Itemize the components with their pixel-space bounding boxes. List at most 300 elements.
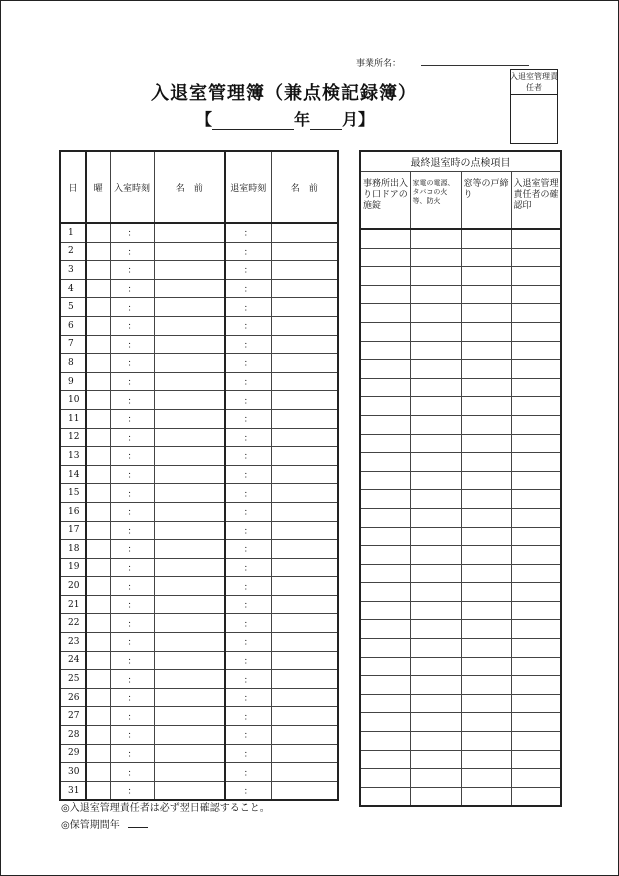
- window-lock-cell[interactable]: [461, 490, 511, 509]
- door-lock-cell[interactable]: [360, 285, 410, 304]
- weekday-cell[interactable]: [86, 261, 110, 280]
- entry-name-cell[interactable]: [154, 354, 225, 373]
- exit-name-cell[interactable]: [271, 521, 338, 540]
- entry-name-cell[interactable]: [154, 372, 225, 391]
- weekday-cell[interactable]: [86, 335, 110, 354]
- door-lock-cell[interactable]: [360, 546, 410, 565]
- window-lock-cell[interactable]: [461, 546, 511, 565]
- exit-time-cell[interactable]: ：: [225, 781, 271, 800]
- exit-name-cell[interactable]: [271, 223, 338, 242]
- exit-name-cell[interactable]: [271, 670, 338, 689]
- fire-check-cell[interactable]: [410, 564, 461, 583]
- entry-name-cell[interactable]: [154, 763, 225, 782]
- entry-time-cell[interactable]: ：: [110, 447, 154, 466]
- manager-seal-cell[interactable]: [511, 267, 561, 286]
- manager-seal-cell[interactable]: [511, 248, 561, 267]
- fire-check-cell[interactable]: [410, 732, 461, 751]
- checklist-row: [360, 583, 561, 602]
- weekday-cell[interactable]: [86, 595, 110, 614]
- manager-seal-cell[interactable]: [511, 397, 561, 416]
- door-lock-cell[interactable]: [360, 267, 410, 286]
- entry-time-cell[interactable]: ：: [110, 242, 154, 261]
- manager-seal-cell[interactable]: [511, 732, 561, 751]
- window-lock-cell[interactable]: [461, 508, 511, 527]
- door-lock-cell[interactable]: [360, 378, 410, 397]
- entry-name-cell[interactable]: [154, 521, 225, 540]
- exit-time-cell[interactable]: ：: [225, 707, 271, 726]
- fire-check-cell[interactable]: [410, 229, 461, 248]
- door-lock-cell[interactable]: [360, 229, 410, 248]
- door-lock-cell[interactable]: [360, 564, 410, 583]
- window-lock-cell[interactable]: [461, 471, 511, 490]
- exit-time-cell[interactable]: ：: [225, 261, 271, 280]
- exit-time-cell[interactable]: ：: [225, 577, 271, 596]
- fire-check-cell[interactable]: [410, 490, 461, 509]
- door-lock-cell[interactable]: [360, 527, 410, 546]
- window-lock-cell[interactable]: [461, 564, 511, 583]
- manager-seal-cell[interactable]: [511, 639, 561, 658]
- window-lock-cell[interactable]: [461, 378, 511, 397]
- exit-time-cell[interactable]: ：: [225, 484, 271, 503]
- day-number: 6: [60, 316, 86, 335]
- exit-name-cell[interactable]: [271, 577, 338, 596]
- manager-seal-cell[interactable]: [511, 508, 561, 527]
- exit-time-cell[interactable]: ：: [225, 558, 271, 577]
- manager-seal-cell[interactable]: [511, 564, 561, 583]
- exit-name-cell[interactable]: [271, 465, 338, 484]
- exit-name-cell[interactable]: [271, 781, 338, 800]
- fire-check-cell[interactable]: [410, 750, 461, 769]
- fire-check-cell[interactable]: [410, 360, 461, 379]
- exit-time-cell[interactable]: ：: [225, 614, 271, 633]
- weekday-cell[interactable]: [86, 744, 110, 763]
- entry-name-cell[interactable]: [154, 242, 225, 261]
- door-lock-cell[interactable]: [360, 639, 410, 658]
- manager-seal-cell[interactable]: [511, 657, 561, 676]
- manager-seal-cell[interactable]: [511, 694, 561, 713]
- exit-name-cell[interactable]: [271, 651, 338, 670]
- weekday-cell[interactable]: [86, 651, 110, 670]
- entry-time-cell[interactable]: ：: [110, 391, 154, 410]
- weekday-cell[interactable]: [86, 540, 110, 559]
- entry-name-cell[interactable]: [154, 502, 225, 521]
- exit-time-cell[interactable]: ：: [225, 595, 271, 614]
- exit-time-cell[interactable]: ：: [225, 688, 271, 707]
- weekday-cell[interactable]: [86, 428, 110, 447]
- weekday-cell[interactable]: [86, 465, 110, 484]
- weekday-cell[interactable]: [86, 409, 110, 428]
- entry-time-cell[interactable]: ：: [110, 726, 154, 745]
- fire-check-cell[interactable]: [410, 546, 461, 565]
- weekday-cell[interactable]: [86, 726, 110, 745]
- day-number: 16: [60, 502, 86, 521]
- window-lock-cell[interactable]: [461, 657, 511, 676]
- exit-name-cell[interactable]: [271, 484, 338, 503]
- exit-time-cell[interactable]: ：: [225, 502, 271, 521]
- exit-name-cell[interactable]: [271, 688, 338, 707]
- window-lock-cell[interactable]: [461, 285, 511, 304]
- window-lock-cell[interactable]: [461, 620, 511, 639]
- door-lock-cell[interactable]: [360, 453, 410, 472]
- entry-time-cell[interactable]: ：: [110, 744, 154, 763]
- entry-time-cell[interactable]: ：: [110, 372, 154, 391]
- entry-time-cell[interactable]: ：: [110, 707, 154, 726]
- fire-check-cell[interactable]: [410, 787, 461, 806]
- fire-check-cell[interactable]: [410, 583, 461, 602]
- manager-seal-cell[interactable]: [511, 322, 561, 341]
- exit-name-cell[interactable]: [271, 316, 338, 335]
- entry-name-cell[interactable]: [154, 707, 225, 726]
- window-lock-cell[interactable]: [461, 453, 511, 472]
- weekday-cell[interactable]: [86, 447, 110, 466]
- entry-name-cell[interactable]: [154, 688, 225, 707]
- exit-time-cell[interactable]: ：: [225, 447, 271, 466]
- fire-check-cell[interactable]: [410, 453, 461, 472]
- entry-name-cell[interactable]: [154, 316, 225, 335]
- exit-time-cell[interactable]: ：: [225, 372, 271, 391]
- exit-name-cell[interactable]: [271, 298, 338, 317]
- exit-name-cell[interactable]: [271, 763, 338, 782]
- manager-seal-cell[interactable]: [511, 601, 561, 620]
- entry-name-cell[interactable]: [154, 391, 225, 410]
- exit-time-cell[interactable]: ：: [225, 391, 271, 410]
- entry-name-cell[interactable]: [154, 223, 225, 242]
- fire-check-cell[interactable]: [410, 415, 461, 434]
- year-field[interactable]: [260, 115, 294, 130]
- entry-name-cell[interactable]: [154, 335, 225, 354]
- entry-time-cell[interactable]: ：: [110, 465, 154, 484]
- door-lock-cell[interactable]: [360, 769, 410, 788]
- door-lock-cell[interactable]: [360, 583, 410, 602]
- door-lock-cell[interactable]: [360, 620, 410, 639]
- fire-check-cell[interactable]: [410, 322, 461, 341]
- manager-seal-cell[interactable]: [511, 769, 561, 788]
- door-lock-cell[interactable]: [360, 713, 410, 732]
- entry-name-cell[interactable]: [154, 465, 225, 484]
- fire-check-cell[interactable]: [410, 527, 461, 546]
- weekday-cell[interactable]: [86, 223, 110, 242]
- entry-time-cell[interactable]: ：: [110, 316, 154, 335]
- entry-time-cell[interactable]: ：: [110, 484, 154, 503]
- entry-time-cell[interactable]: ：: [110, 354, 154, 373]
- fire-check-cell[interactable]: [410, 769, 461, 788]
- entry-time-cell[interactable]: ：: [110, 540, 154, 559]
- fire-check-cell[interactable]: [410, 304, 461, 323]
- door-lock-cell[interactable]: [360, 787, 410, 806]
- door-lock-cell[interactable]: [360, 341, 410, 360]
- exit-name-cell[interactable]: [271, 614, 338, 633]
- manager-seal-cell[interactable]: [511, 713, 561, 732]
- manager-seal-cell[interactable]: [511, 546, 561, 565]
- entry-name-cell[interactable]: [154, 651, 225, 670]
- manager-seal-cell[interactable]: [511, 527, 561, 546]
- exit-time-cell[interactable]: ：: [225, 633, 271, 652]
- window-lock-cell[interactable]: [461, 787, 511, 806]
- entry-time-cell[interactable]: ：: [110, 558, 154, 577]
- weekday-cell[interactable]: [86, 688, 110, 707]
- exit-name-cell[interactable]: [271, 744, 338, 763]
- window-lock-cell[interactable]: [461, 229, 511, 248]
- weekday-cell[interactable]: [86, 670, 110, 689]
- exit-name-cell[interactable]: [271, 261, 338, 280]
- exit-time-cell[interactable]: ：: [225, 521, 271, 540]
- entry-name-cell[interactable]: [154, 726, 225, 745]
- door-lock-cell[interactable]: [360, 415, 410, 434]
- fire-check-cell[interactable]: [410, 694, 461, 713]
- window-lock-cell[interactable]: [461, 732, 511, 751]
- weekday-cell[interactable]: [86, 354, 110, 373]
- door-lock-cell[interactable]: [360, 490, 410, 509]
- entry-time-cell[interactable]: ：: [110, 428, 154, 447]
- fire-check-cell[interactable]: [410, 657, 461, 676]
- manager-seal-cell[interactable]: [511, 750, 561, 769]
- weekday-cell[interactable]: [86, 763, 110, 782]
- door-lock-cell[interactable]: [360, 508, 410, 527]
- window-lock-cell[interactable]: [461, 750, 511, 769]
- window-lock-cell[interactable]: [461, 601, 511, 620]
- window-lock-cell[interactable]: [461, 304, 511, 323]
- day-number: 9: [60, 372, 86, 391]
- fire-check-cell[interactable]: [410, 397, 461, 416]
- entry-time-cell[interactable]: ：: [110, 633, 154, 652]
- exit-time-cell[interactable]: ：: [225, 726, 271, 745]
- window-lock-cell[interactable]: [461, 397, 511, 416]
- exit-name-cell[interactable]: [271, 409, 338, 428]
- door-lock-cell[interactable]: [360, 248, 410, 267]
- entry-time-cell[interactable]: ：: [110, 335, 154, 354]
- exit-time-cell[interactable]: ：: [225, 744, 271, 763]
- door-lock-cell[interactable]: [360, 434, 410, 453]
- fire-check-cell[interactable]: [410, 267, 461, 286]
- exit-name-cell[interactable]: [271, 595, 338, 614]
- fire-check-cell[interactable]: [410, 378, 461, 397]
- entry-time-cell[interactable]: ：: [110, 781, 154, 800]
- exit-time-cell[interactable]: ：: [225, 540, 271, 559]
- checklist-row: [360, 341, 561, 360]
- entry-time-cell[interactable]: ：: [110, 298, 154, 317]
- day-number: 28: [60, 726, 86, 745]
- entry-name-cell[interactable]: [154, 484, 225, 503]
- table-row: [60, 577, 338, 596]
- door-lock-cell[interactable]: [360, 322, 410, 341]
- exit-time-cell[interactable]: ：: [225, 298, 271, 317]
- window-lock-cell[interactable]: [461, 694, 511, 713]
- manager-seal-cell[interactable]: [511, 676, 561, 695]
- manager-seal-cell[interactable]: [511, 285, 561, 304]
- weekday-cell[interactable]: [86, 558, 110, 577]
- fire-check-cell[interactable]: [410, 508, 461, 527]
- entry-name-cell[interactable]: [154, 614, 225, 633]
- fire-check-cell[interactable]: [410, 248, 461, 267]
- exit-name-cell[interactable]: [271, 354, 338, 373]
- manager-seal-cell[interactable]: [511, 360, 561, 379]
- fire-check-cell[interactable]: [410, 713, 461, 732]
- entry-name-cell[interactable]: [154, 670, 225, 689]
- exit-name-cell[interactable]: [271, 279, 338, 298]
- door-lock-cell[interactable]: [360, 732, 410, 751]
- fire-check-cell[interactable]: [410, 601, 461, 620]
- window-lock-cell[interactable]: [461, 248, 511, 267]
- fire-check-cell[interactable]: [410, 676, 461, 695]
- checklist-row: [360, 508, 561, 527]
- manager-seal-cell[interactable]: [511, 434, 561, 453]
- manager-seal-cell[interactable]: [511, 620, 561, 639]
- weekday-cell[interactable]: [86, 484, 110, 503]
- window-lock-cell[interactable]: [461, 527, 511, 546]
- weekday-cell[interactable]: [86, 298, 110, 317]
- entry-name-cell[interactable]: [154, 540, 225, 559]
- door-lock-cell[interactable]: [360, 676, 410, 695]
- weekday-cell[interactable]: [86, 614, 110, 633]
- manager-seal-cell[interactable]: [511, 341, 561, 360]
- exit-time-cell[interactable]: ：: [225, 316, 271, 335]
- window-lock-cell[interactable]: [461, 322, 511, 341]
- door-lock-cell[interactable]: [360, 750, 410, 769]
- window-lock-cell[interactable]: [461, 434, 511, 453]
- entry-name-cell[interactable]: [154, 781, 225, 800]
- door-lock-cell[interactable]: [360, 657, 410, 676]
- exit-time-cell[interactable]: ：: [225, 428, 271, 447]
- entry-time-cell[interactable]: ：: [110, 651, 154, 670]
- entry-name-cell[interactable]: [154, 428, 225, 447]
- exit-name-cell[interactable]: [271, 502, 338, 521]
- fire-check-cell[interactable]: [410, 341, 461, 360]
- exit-time-cell[interactable]: ：: [225, 465, 271, 484]
- weekday-cell[interactable]: [86, 316, 110, 335]
- entry-time-cell[interactable]: ：: [110, 409, 154, 428]
- entry-name-cell[interactable]: [154, 558, 225, 577]
- exit-time-cell[interactable]: ：: [225, 223, 271, 242]
- window-lock-cell[interactable]: [461, 341, 511, 360]
- retention-years-field[interactable]: [128, 817, 148, 828]
- manager-seal-cell[interactable]: [511, 378, 561, 397]
- exit-time-cell[interactable]: ：: [225, 354, 271, 373]
- day-number: 12: [60, 428, 86, 447]
- door-lock-cell[interactable]: [360, 360, 410, 379]
- exit-time-cell[interactable]: ：: [225, 242, 271, 261]
- window-lock-cell[interactable]: [461, 583, 511, 602]
- exit-time-cell[interactable]: ：: [225, 670, 271, 689]
- entry-time-cell[interactable]: ：: [110, 670, 154, 689]
- entry-name-cell[interactable]: [154, 744, 225, 763]
- manager-seal-cell[interactable]: [511, 229, 561, 248]
- exit-name-cell[interactable]: [271, 558, 338, 577]
- entry-time-cell[interactable]: ：: [110, 223, 154, 242]
- exit-name-cell[interactable]: [271, 540, 338, 559]
- weekday-cell[interactable]: [86, 781, 110, 800]
- weekday-cell[interactable]: [86, 242, 110, 261]
- weekday-cell[interactable]: [86, 707, 110, 726]
- exit-name-cell[interactable]: [271, 707, 338, 726]
- weekday-cell[interactable]: [86, 521, 110, 540]
- exit-name-cell[interactable]: [271, 428, 338, 447]
- fire-check-cell[interactable]: [410, 285, 461, 304]
- window-lock-cell[interactable]: [461, 267, 511, 286]
- exit-name-cell[interactable]: [271, 447, 338, 466]
- office-name-label: 事業所名：: [356, 59, 402, 69]
- exit-time-cell[interactable]: ：: [225, 279, 271, 298]
- table-row: [60, 670, 338, 689]
- manager-seal-cell[interactable]: [511, 453, 561, 472]
- entry-name-cell[interactable]: [154, 279, 225, 298]
- window-lock-cell[interactable]: [461, 415, 511, 434]
- fire-check-cell[interactable]: [410, 620, 461, 639]
- door-lock-cell[interactable]: [360, 304, 410, 323]
- entry-name-cell[interactable]: [154, 633, 225, 652]
- checklist-row: [360, 676, 561, 695]
- door-lock-cell[interactable]: [360, 694, 410, 713]
- entry-time-cell[interactable]: ：: [110, 521, 154, 540]
- weekday-cell[interactable]: [86, 633, 110, 652]
- window-lock-cell[interactable]: [461, 769, 511, 788]
- window-lock-cell[interactable]: [461, 713, 511, 732]
- entry-name-cell[interactable]: [154, 298, 225, 317]
- exit-name-cell[interactable]: [271, 391, 338, 410]
- door-lock-cell[interactable]: [360, 471, 410, 490]
- entry-time-cell[interactable]: ：: [110, 577, 154, 596]
- window-lock-cell[interactable]: [461, 639, 511, 658]
- exit-name-cell[interactable]: [271, 726, 338, 745]
- table-row: [60, 614, 338, 633]
- day-number: 15: [60, 484, 86, 503]
- office-name-field[interactable]: [421, 65, 529, 66]
- window-lock-cell[interactable]: [461, 676, 511, 695]
- window-lock-cell[interactable]: [461, 360, 511, 379]
- weekday-cell[interactable]: [86, 279, 110, 298]
- door-lock-cell[interactable]: [360, 601, 410, 620]
- entry-time-cell[interactable]: ：: [110, 261, 154, 280]
- entry-time-cell[interactable]: ：: [110, 614, 154, 633]
- door-lock-cell[interactable]: [360, 397, 410, 416]
- exit-name-cell[interactable]: [271, 335, 338, 354]
- entry-time-cell[interactable]: ：: [110, 279, 154, 298]
- exit-name-cell[interactable]: [271, 372, 338, 391]
- entry-time-cell[interactable]: ：: [110, 502, 154, 521]
- exit-name-cell[interactable]: [271, 242, 338, 261]
- weekday-cell[interactable]: [86, 577, 110, 596]
- entry-name-cell[interactable]: [154, 261, 225, 280]
- manager-seal-cell[interactable]: [511, 490, 561, 509]
- entry-time-cell[interactable]: ：: [110, 763, 154, 782]
- fire-check-cell[interactable]: [410, 434, 461, 453]
- exit-name-cell[interactable]: [271, 633, 338, 652]
- month-field[interactable]: [310, 115, 342, 130]
- manager-seal-cell[interactable]: [511, 471, 561, 490]
- exit-time-cell[interactable]: ：: [225, 651, 271, 670]
- weekday-cell[interactable]: [86, 502, 110, 521]
- entry-time-cell[interactable]: ：: [110, 688, 154, 707]
- exit-time-cell[interactable]: ：: [225, 763, 271, 782]
- table-row: [60, 354, 338, 373]
- weekday-cell[interactable]: [86, 372, 110, 391]
- day-number: 22: [60, 614, 86, 633]
- entry-name-cell[interactable]: [154, 409, 225, 428]
- exit-time-cell[interactable]: ：: [225, 335, 271, 354]
- exit-time-cell[interactable]: ：: [225, 409, 271, 428]
- entry-time-cell[interactable]: ：: [110, 595, 154, 614]
- table-row: [60, 707, 338, 726]
- fire-check-cell[interactable]: [410, 639, 461, 658]
- entry-name-cell[interactable]: [154, 447, 225, 466]
- manager-seal-cell[interactable]: [511, 304, 561, 323]
- entry-name-cell[interactable]: [154, 595, 225, 614]
- manager-seal-cell[interactable]: [511, 415, 561, 434]
- manager-seal-cell[interactable]: [511, 583, 561, 602]
- manager-seal-cell[interactable]: [511, 787, 561, 806]
- fire-check-cell[interactable]: [410, 471, 461, 490]
- weekday-cell[interactable]: [86, 391, 110, 410]
- entry-name-cell[interactable]: [154, 577, 225, 596]
